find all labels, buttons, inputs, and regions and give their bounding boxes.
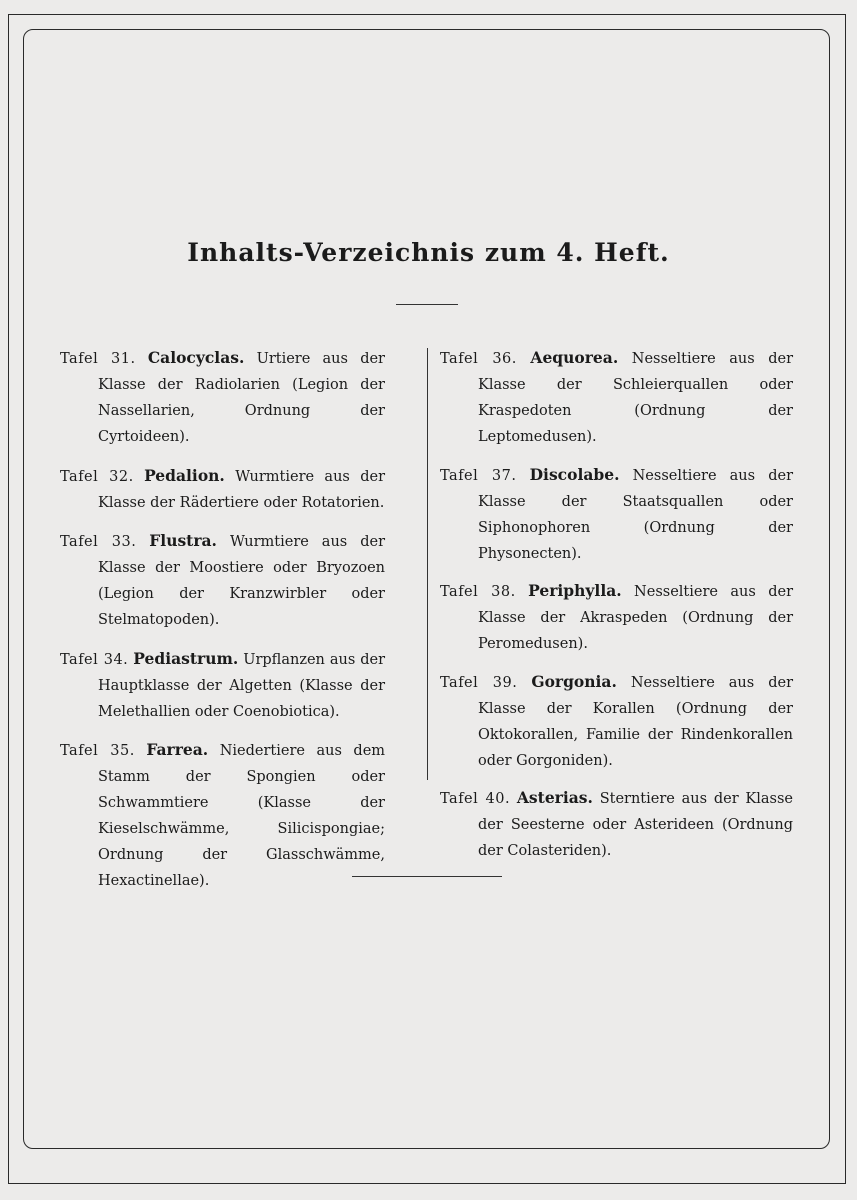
plate-number: Tafel 38. [440, 584, 516, 600]
contents-entry [60, 345, 385, 450]
contents-entry [440, 462, 793, 567]
contents-entry [60, 463, 385, 516]
plate-number: Tafel 34. [60, 651, 129, 668]
plate-description: Sterntiere aus der Klasse der Seesterne oder Asterideen (Ordnung der Colasteriden). [478, 791, 793, 859]
plate-description: Wurmtiere aus der Klasse der Moostiere oder Bryozoen (Legion der Kranzwirbler oder Stelmatopoden). [98, 534, 385, 628]
plate-number: Tafel 40. [440, 791, 511, 807]
plate-genus-name: Periphylla. [528, 581, 622, 600]
plate-genus-name: Pediastrum. [133, 648, 239, 668]
contents-left-column [60, 345, 385, 907]
plate-description: Urtiere aus der Klasse der Radiolarien (Legion der Nassellarien, Ordnung der Cyrtoideen). [98, 351, 385, 445]
column-divider [427, 348, 428, 780]
plate-description: Urpflanzen aus der Hauptklasse der Algetten (Klasse der Melethallien oder Coenobiotica). [98, 651, 386, 720]
contents-entry [440, 669, 793, 774]
plate-genus-name: Gorgonia. [531, 671, 617, 691]
closing-divider [352, 876, 502, 877]
page-title: Inhalts-Verzeichnis zum 4. Heft. [187, 238, 670, 267]
contents-right-column [440, 345, 793, 876]
plate-description: Wurmtiere aus der Klasse der Rädertiere oder Rotatorien. [98, 468, 386, 511]
plate-number: Tafel 39. [440, 674, 518, 691]
plate-description: Nesseltiere aus der Klasse der Schleierquallen oder Kraspedoten (Ordnung der Leptomedusen). [478, 351, 794, 445]
contents-entry [60, 737, 385, 894]
contents-entry [440, 345, 793, 450]
plate-description: Niedertiere aus dem Stamm der Spongien oder Schwammtiere (Klasse der Kieselschwämme, Silicispongiae; Ordnung der Glasschwämme, Hexactinellae). [98, 743, 386, 889]
contents-entry [60, 646, 385, 725]
plate-genus-name: Flustra. [149, 531, 217, 550]
plate-genus-name: Farrea. [146, 740, 209, 759]
plate-genus-name: Pedalion. [144, 465, 225, 485]
plate-description: Nesseltiere aus der Klasse der Korallen (Ordnung der Oktokorallen, Familie der Rindenkorallen oder Gorgoniden). [478, 674, 793, 769]
plate-number: Tafel 31. [60, 351, 136, 367]
plate-number: Tafel 37. [440, 467, 517, 484]
plate-genus-name: Aequorea. [530, 348, 619, 367]
contents-entry [440, 785, 793, 864]
plate-description: Nesseltiere aus der Klasse der Akraspeden (Ordnung der Peromedusen). [478, 584, 793, 652]
plate-number: Tafel 32. [60, 468, 134, 485]
plate-number: Tafel 36. [440, 351, 517, 367]
plate-number: Tafel 33. [60, 534, 137, 550]
contents-entry [60, 528, 385, 633]
title-divider [396, 304, 458, 305]
plate-description: Nesseltiere aus der Klasse der Staatsquallen oder Siphonophoren (Ordnung der Physonecten). [478, 467, 794, 562]
contents-entry [440, 578, 793, 657]
plate-genus-name: Asterias. [516, 788, 593, 807]
plate-number: Tafel 35. [60, 743, 135, 759]
plate-genus-name: Calocyclas. [147, 348, 245, 367]
plate-genus-name: Discolabe. [529, 464, 620, 484]
